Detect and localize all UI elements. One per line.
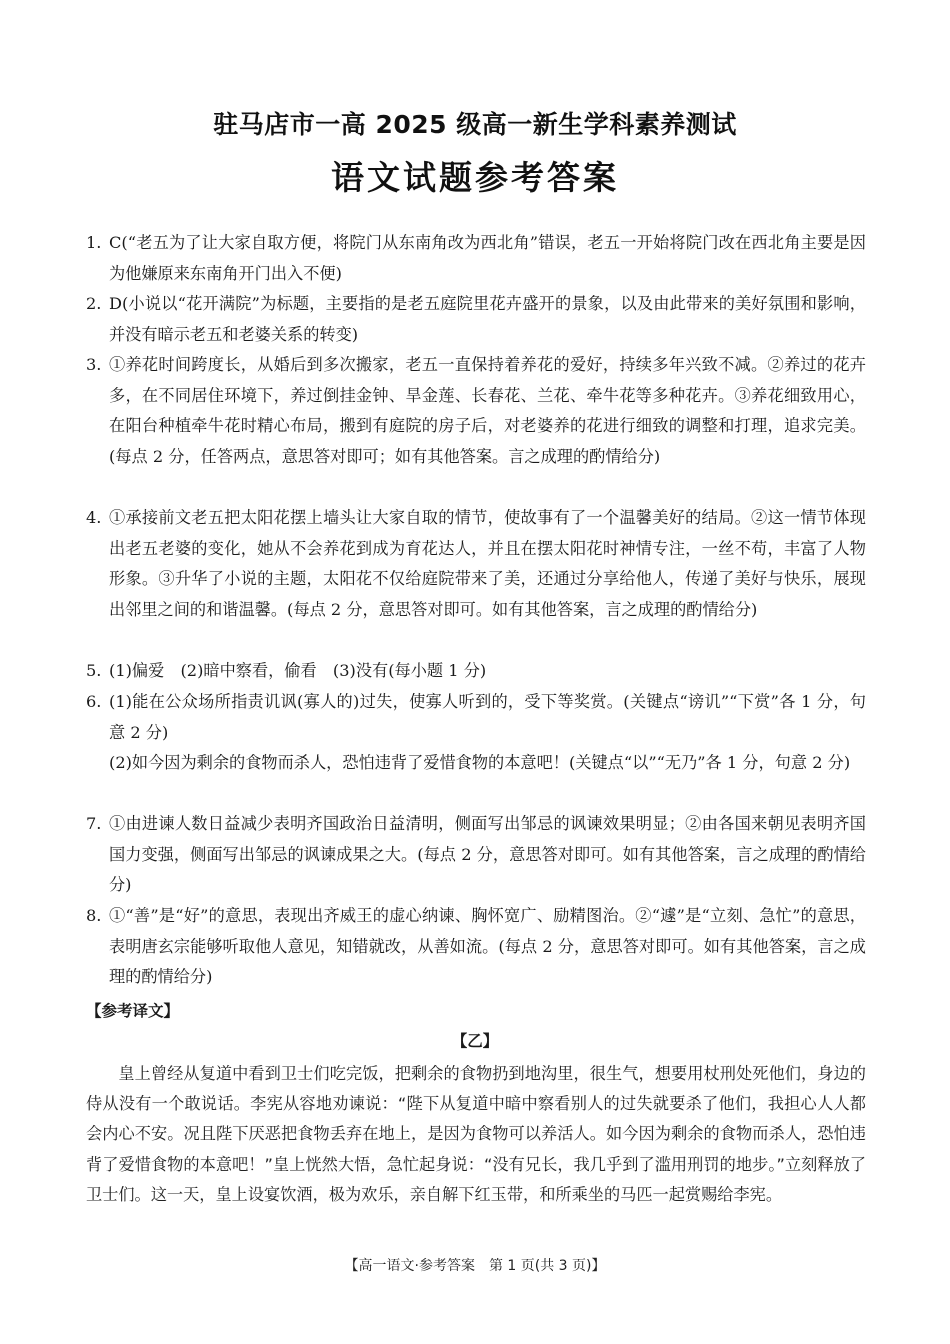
answer-number: 7. [86,814,102,833]
answer-item-2 [86,289,866,350]
answer-number: 5. [86,661,102,680]
answer-text: (1)能在公众场所指责讥讽(寡人的)过失，使寡人听到的，受下等奖赏。(关键点“谤讥”“下赏”各 1 分，句意 2 分) [109,692,866,742]
answer-text: D(小说以“花开满院”为标题，主要指的是老五庭院里花卉盛开的景象，以及由此带来的美好氛围和影响，并没有暗示老五和老婆关系的转变) [109,294,866,344]
page-subtitle: 语文试题参考答案 [331,158,619,197]
answer-text: C(“老五为了让大家自取方便，将院门从东南角改为西北角”错误，老五一开始将院门改在西北角主要是因为他嫌原来东南角开门出入不便) [109,233,866,283]
reference-translation-heading: 【参考译文】 [86,1002,180,1020]
answer-text-part-2: (2)如今因为剩余的食物而杀人，恐怕违背了爱惜食物的本意吧！(关键点“以”“无乃”各 1 分，句意 2 分) [109,753,851,773]
answer-text: ①由进谏人数日益减少表明齐国政治日益清明，侧面写出邹忌的讽谏效果明显；②由各国来朝见表明齐国国力变强，侧面写出邹忌的讽谏成果之大。(每点 2 分，意思答对即可。如有其他答案，言之成理的酌情给分) [109,814,866,895]
page-title: 驻马店市一高 2025 级高一新生学科素养测试 [213,110,737,139]
answer-text: ①承接前文老五把太阳花摆上墙头让大家自取的情节，使故事有了一个温馨美好的结局。②这一情节体现出老五老婆的变化，她从不会养花到成为育花达人，并且在摆太阳花时神情专注，一丝不苟，丰富了人物形象。③升华了小说的主题，太阳花不仅给庭院带来了美，还通过分享给他人，传递了美好与快乐，展现出邻里之间的和谐温馨。(每点 2 分，意思答对即可。如有其他答案，言之成理的酌情给分) [109,508,866,619]
translation-paragraph: 皇上曾经从复道中看到卫士们吃完饭，把剩余的食物扔到地沟里，很生气，想要用杖刑处死他们，身边的侍从没有一个敢说话。李宪从容地劝谏说：“陛下从复道中暗中察看别人的过失就要杀了他们，我担心人人都会内心不安。况且陛下厌恶把食物丢弃在地上，是因为食物可以养活人。如今因为剩余的食物而杀人，恐怕违背了爱惜食物的本意吧！”皇上恍然大悟，急忙起身说：“没有兄长，我几乎到了滥用刑罚的地步。”立刻释放了卫士们。这一天，皇上设宴饮酒，极为欢乐，亲自解下红玉带，和所乘坐的马匹一起赏赐给李宪。 [86,1064,866,1204]
answer-item-8 [86,901,866,993]
answer-item-1 [86,228,866,289]
answer-number: 4. [86,508,102,527]
answer-list [86,228,866,993]
answer-number: 1. [86,233,102,252]
answer-number: 8. [86,906,102,925]
answer-text: (1)偏爱 (2)暗中察看，偷看 (3)没有(每小题 1 分) [109,661,487,680]
answer-item-3 [86,350,866,503]
answer-number: 3. [86,355,102,374]
answer-item-6 [86,687,866,809]
answer-item-5 [86,656,866,687]
answer-text: ①“善”是“好”的意思，表现出齐威王的虚心纳谏、胸怀宽广、励精图治。②“遽”是“立刻、急忙”的意思，表明唐玄宗能够听取他人意见，知错就改，从善如流。(每点 2 分，意思答对即可。如有其他答案，言之成理的酌情给分) [109,906,866,987]
answer-text: ①养花时间跨度长，从婚后到多次搬家，老五一直保持着养花的爱好，持续多年兴致不减。②养过的花卉多，在不同居住环境下，养过倒挂金钟、旱金莲、长春花、兰花、牵牛花等多种花卉。③养花细致用心，在阳台种植牵牛花时精心布局，搬到有庭院的房子后，对老婆养的花进行细致的调整和打理，追求完美。(每点 2 分，任答两点，意思答对即可；如有其他答案。言之成理的酌情给分) [109,355,866,466]
passage-label: 【乙】 [451,1032,499,1050]
answer-item-7 [86,809,866,901]
answer-item-4 [86,503,866,656]
answer-number: 2. [86,294,102,313]
page-footer: 【高一语文·参考答案 第 1 页(共 3 页)】 [344,1258,606,1274]
answer-number: 6. [86,692,102,711]
